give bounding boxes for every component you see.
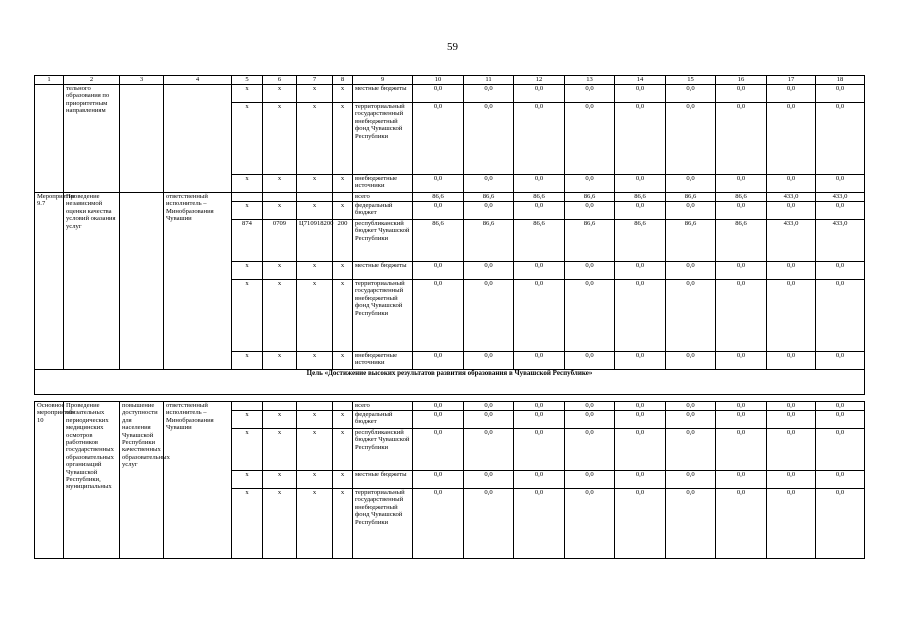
budget-code-cell: x: [297, 489, 333, 559]
amount-cell: 0,0: [666, 489, 716, 559]
amount-cell: 0,0: [464, 202, 514, 220]
amount-cell: 0,0: [464, 352, 514, 370]
amount-cell: 0,0: [565, 402, 615, 411]
amount-cell: 433,0: [816, 193, 865, 202]
budget-code-cell: x: [263, 489, 297, 559]
responsible-cell: [164, 85, 232, 193]
amount-cell: 0,0: [816, 202, 865, 220]
amount-cell: 0,0: [716, 352, 767, 370]
amount-cell: 86,6: [413, 193, 464, 202]
amount-cell: 0,0: [716, 429, 767, 471]
amount-cell: 0,0: [767, 402, 816, 411]
amount-cell: 0,0: [514, 429, 565, 471]
budget-code-cell: x: [263, 411, 297, 429]
amount-cell: 86,6: [666, 220, 716, 262]
column-number-row: [35, 76, 865, 85]
responsible-title: ответственный: [166, 402, 208, 409]
amount-cell: 0,0: [514, 262, 565, 280]
budget-code-cell: x: [333, 471, 353, 489]
column-number: 3: [120, 76, 164, 85]
amount-cell: 0,0: [413, 352, 464, 370]
budget-code-cell: x: [232, 103, 263, 175]
amount-cell: 86,6: [716, 220, 767, 262]
amount-cell: 0,0: [767, 411, 816, 429]
spacer-cell: [35, 395, 865, 402]
budget-code-cell: [263, 193, 297, 202]
amount-cell: 86,6: [666, 193, 716, 202]
budget-code-cell: 0709: [263, 220, 297, 262]
column-number: 1: [35, 76, 64, 85]
budget-code-cell: x: [297, 411, 333, 429]
amount-cell: 0,0: [464, 280, 514, 352]
column-number: 6: [263, 76, 297, 85]
amount-cell: 86,6: [464, 193, 514, 202]
funding-source: федеральный бюджет: [353, 202, 413, 220]
amount-cell: 0,0: [767, 429, 816, 471]
budget-code-cell: x: [263, 429, 297, 471]
amount-cell: 0,0: [413, 471, 464, 489]
table-row: [35, 193, 865, 202]
amount-cell: 0,0: [565, 202, 615, 220]
amount-cell: 0,0: [615, 411, 666, 429]
budget-code-cell: x: [232, 85, 263, 103]
column-number: 4: [164, 76, 232, 85]
measure-label: Основное мероприятие 10: [35, 402, 64, 559]
budget-code-cell: x: [263, 352, 297, 370]
budget-code-cell: x: [263, 103, 297, 175]
funding-source: местные бюджеты: [353, 471, 413, 489]
column-number: 17: [767, 76, 816, 85]
responsible-executor: исполнитель – Минобразования Чувашии: [166, 409, 214, 432]
budget-code-cell: x: [333, 85, 353, 103]
budget-code-cell: 874: [232, 220, 263, 262]
amount-cell: 0,0: [565, 85, 615, 103]
amount-cell: 0,0: [464, 429, 514, 471]
column-number: 18: [816, 76, 865, 85]
amount-cell: 0,0: [666, 85, 716, 103]
budget-code-cell: [297, 402, 333, 411]
column-number: 8: [333, 76, 353, 85]
amount-cell: 0,0: [565, 262, 615, 280]
goal-heading: Цель «Достижение высоких результатов развития образования в Чувашской Республике»: [35, 370, 865, 395]
funding-source: внебюджетные источники: [353, 352, 413, 370]
budget-code-cell: x: [232, 471, 263, 489]
amount-cell: 0,0: [615, 103, 666, 175]
amount-cell: 0,0: [716, 489, 767, 559]
amount-cell: 0,0: [816, 429, 865, 471]
responsible-cell: [164, 193, 232, 370]
funding-source: всего: [353, 193, 413, 202]
budget-code-cell: x: [232, 202, 263, 220]
amount-cell: 0,0: [767, 489, 816, 559]
amount-cell: 86,6: [413, 220, 464, 262]
table-row: [35, 85, 865, 103]
goal-cell: повышение доступности для населения Чувашской Республики качественных образовательных услуг: [120, 402, 164, 559]
amount-cell: 0,0: [413, 280, 464, 352]
funding-source: внебюджетные источники: [353, 175, 413, 193]
budget-code-cell: x: [232, 175, 263, 193]
amount-cell: 433,0: [767, 193, 816, 202]
measure-label: Мероприятие 9.7: [35, 193, 64, 370]
budget-code-cell: x: [232, 489, 263, 559]
funding-source: республиканский бюджет Чувашской Республики: [353, 429, 413, 471]
budget-code-cell: x: [333, 175, 353, 193]
amount-cell: 0,0: [464, 85, 514, 103]
amount-cell: 0,0: [565, 471, 615, 489]
amount-cell: 0,0: [464, 175, 514, 193]
budget-code-cell: x: [297, 280, 333, 352]
budget-code-cell: x: [263, 175, 297, 193]
amount-cell: 0,0: [514, 280, 565, 352]
amount-cell: 0,0: [666, 103, 716, 175]
amount-cell: 86,6: [514, 220, 565, 262]
budget-code-cell: [297, 193, 333, 202]
amount-cell: 0,0: [514, 471, 565, 489]
amount-cell: 0,0: [565, 411, 615, 429]
budget-code-cell: x: [297, 175, 333, 193]
table-row: [35, 402, 865, 411]
column-number: 12: [514, 76, 565, 85]
goal-cell: [120, 193, 164, 370]
amount-cell: 0,0: [514, 411, 565, 429]
spacer-row: [35, 395, 865, 402]
amount-cell: 86,6: [565, 193, 615, 202]
amount-cell: 0,0: [666, 402, 716, 411]
amount-cell: 0,0: [816, 489, 865, 559]
budget-code-cell: x: [263, 280, 297, 352]
measure-name: Проведение обязательных периодических медицинских осмотров работников государственных образовательных организаций Чувашской Республики, муниципальных: [64, 402, 120, 559]
amount-cell: 0,0: [716, 85, 767, 103]
budget-code-cell: x: [232, 262, 263, 280]
amount-cell: 0,0: [666, 280, 716, 352]
budget-code-cell: x: [263, 202, 297, 220]
amount-cell: 0,0: [615, 402, 666, 411]
budget-code-cell: x: [297, 352, 333, 370]
amount-cell: 0,0: [716, 103, 767, 175]
budget-code-cell: x: [263, 471, 297, 489]
goal-cell: [120, 85, 164, 193]
amount-cell: 0,0: [615, 489, 666, 559]
amount-cell: 0,0: [716, 175, 767, 193]
amount-cell: 86,6: [565, 220, 615, 262]
budget-code-cell: x: [333, 262, 353, 280]
column-number: 13: [565, 76, 615, 85]
amount-cell: 0,0: [716, 280, 767, 352]
amount-cell: 0,0: [514, 103, 565, 175]
amount-cell: 0,0: [816, 103, 865, 175]
amount-cell: 0,0: [615, 175, 666, 193]
funding-source: территориальный государственный внебюджетный фонд Чувашской Республики: [353, 280, 413, 352]
amount-cell: 0,0: [565, 280, 615, 352]
amount-cell: 0,0: [666, 262, 716, 280]
amount-cell: 0,0: [767, 103, 816, 175]
budget-code-cell: x: [297, 103, 333, 175]
funding-source: местные бюджеты: [353, 85, 413, 103]
amount-cell: 86,6: [615, 193, 666, 202]
budget-code-cell: x: [297, 471, 333, 489]
budget-code-cell: x: [232, 429, 263, 471]
amount-cell: 0,0: [413, 402, 464, 411]
responsible-cell: [164, 402, 232, 559]
column-number: 16: [716, 76, 767, 85]
amount-cell: 0,0: [565, 429, 615, 471]
budget-code-cell: x: [232, 352, 263, 370]
amount-cell: 0,0: [816, 85, 865, 103]
amount-cell: 0,0: [464, 489, 514, 559]
column-number: 9: [353, 76, 413, 85]
amount-cell: 0,0: [716, 402, 767, 411]
amount-cell: 0,0: [413, 429, 464, 471]
amount-cell: 0,0: [464, 262, 514, 280]
budget-code-cell: 200: [333, 220, 353, 262]
funding-source: федеральный бюджет: [353, 411, 413, 429]
responsible-title: ответственный: [166, 193, 208, 200]
amount-cell: 0,0: [514, 202, 565, 220]
budget-code-cell: x: [333, 411, 353, 429]
amount-cell: 0,0: [565, 175, 615, 193]
amount-cell: 0,0: [514, 175, 565, 193]
amount-cell: 0,0: [615, 280, 666, 352]
amount-cell: 0,0: [716, 471, 767, 489]
budget-code-cell: x: [333, 103, 353, 175]
amount-cell: 0,0: [816, 262, 865, 280]
column-number: 14: [615, 76, 666, 85]
amount-cell: 0,0: [767, 471, 816, 489]
amount-cell: 0,0: [767, 202, 816, 220]
amount-cell: 0,0: [514, 489, 565, 559]
amount-cell: 433,0: [816, 220, 865, 262]
column-number: 7: [297, 76, 333, 85]
amount-cell: 86,6: [716, 193, 767, 202]
amount-cell: 433,0: [767, 220, 816, 262]
column-number: 5: [232, 76, 263, 85]
amount-cell: 0,0: [816, 175, 865, 193]
budget-code-cell: x: [333, 352, 353, 370]
amount-cell: 0,0: [767, 85, 816, 103]
budget-code-cell: x: [333, 280, 353, 352]
amount-cell: 0,0: [816, 471, 865, 489]
measure-label: [35, 85, 64, 193]
budget-table: [34, 75, 865, 559]
column-number: 10: [413, 76, 464, 85]
budget-code-cell: [232, 402, 263, 411]
amount-cell: 86,6: [464, 220, 514, 262]
amount-cell: 0,0: [716, 262, 767, 280]
funding-source: территориальный государственный внебюджетный фонд Чувашской Республики: [353, 103, 413, 175]
budget-code-cell: x: [333, 202, 353, 220]
amount-cell: 86,6: [615, 220, 666, 262]
responsible-executor: исполнитель – Минобразования Чувашии: [166, 200, 214, 223]
amount-cell: 0,0: [615, 471, 666, 489]
amount-cell: 0,0: [816, 280, 865, 352]
budget-code-cell: x: [333, 489, 353, 559]
page-number: 59: [447, 41, 458, 53]
amount-cell: 0,0: [767, 175, 816, 193]
amount-cell: 0,0: [716, 202, 767, 220]
amount-cell: 0,0: [816, 402, 865, 411]
amount-cell: 0,0: [767, 280, 816, 352]
amount-cell: 86,6: [514, 193, 565, 202]
amount-cell: 0,0: [413, 262, 464, 280]
funding-source: всего: [353, 402, 413, 411]
amount-cell: 0,0: [615, 202, 666, 220]
amount-cell: 0,0: [464, 471, 514, 489]
budget-code-cell: x: [232, 280, 263, 352]
budget-code-cell: x: [297, 262, 333, 280]
amount-cell: 0,0: [615, 352, 666, 370]
budget-code-cell: x: [297, 202, 333, 220]
funding-source: территориальный государственный внебюджетный фонд Чувашской Республики: [353, 489, 413, 559]
budget-code-cell: [333, 402, 353, 411]
amount-cell: 0,0: [615, 429, 666, 471]
budget-code-cell: Ц710918200: [297, 220, 333, 262]
amount-cell: 0,0: [666, 175, 716, 193]
amount-cell: 0,0: [615, 262, 666, 280]
amount-cell: 0,0: [666, 471, 716, 489]
budget-code-cell: x: [263, 85, 297, 103]
table-body: [35, 76, 865, 559]
amount-cell: 0,0: [666, 202, 716, 220]
amount-cell: 0,0: [514, 352, 565, 370]
amount-cell: 0,0: [413, 175, 464, 193]
amount-cell: 0,0: [514, 402, 565, 411]
budget-code-cell: x: [297, 429, 333, 471]
amount-cell: 0,0: [413, 489, 464, 559]
column-number: 11: [464, 76, 514, 85]
amount-cell: 0,0: [565, 103, 615, 175]
column-number: 15: [666, 76, 716, 85]
goal-row: [35, 370, 865, 395]
amount-cell: 0,0: [565, 352, 615, 370]
amount-cell: 0,0: [816, 352, 865, 370]
amount-cell: 0,0: [413, 103, 464, 175]
amount-cell: 0,0: [413, 85, 464, 103]
amount-cell: 0,0: [615, 85, 666, 103]
amount-cell: 0,0: [413, 411, 464, 429]
amount-cell: 0,0: [716, 411, 767, 429]
amount-cell: 0,0: [666, 352, 716, 370]
funding-source: республиканский бюджет Чувашской Республики: [353, 220, 413, 262]
budget-code-cell: x: [263, 262, 297, 280]
budget-code-cell: x: [333, 429, 353, 471]
amount-cell: 0,0: [565, 489, 615, 559]
measure-name: Проведение независимой оценки качества условий оказания услуг: [64, 193, 120, 370]
amount-cell: 0,0: [816, 411, 865, 429]
column-number: 2: [64, 76, 120, 85]
amount-cell: 0,0: [767, 262, 816, 280]
funding-source: местные бюджеты: [353, 262, 413, 280]
budget-code-cell: [333, 193, 353, 202]
amount-cell: 0,0: [666, 411, 716, 429]
amount-cell: 0,0: [413, 202, 464, 220]
amount-cell: 0,0: [767, 352, 816, 370]
amount-cell: 0,0: [666, 429, 716, 471]
measure-name: тельного образования по приоритетным направлениям: [64, 85, 120, 193]
budget-code-cell: x: [297, 85, 333, 103]
budget-code-cell: x: [232, 411, 263, 429]
amount-cell: 0,0: [464, 103, 514, 175]
amount-cell: 0,0: [514, 85, 565, 103]
budget-code-cell: [263, 402, 297, 411]
budget-code-cell: [232, 193, 263, 202]
amount-cell: 0,0: [464, 402, 514, 411]
amount-cell: 0,0: [464, 411, 514, 429]
